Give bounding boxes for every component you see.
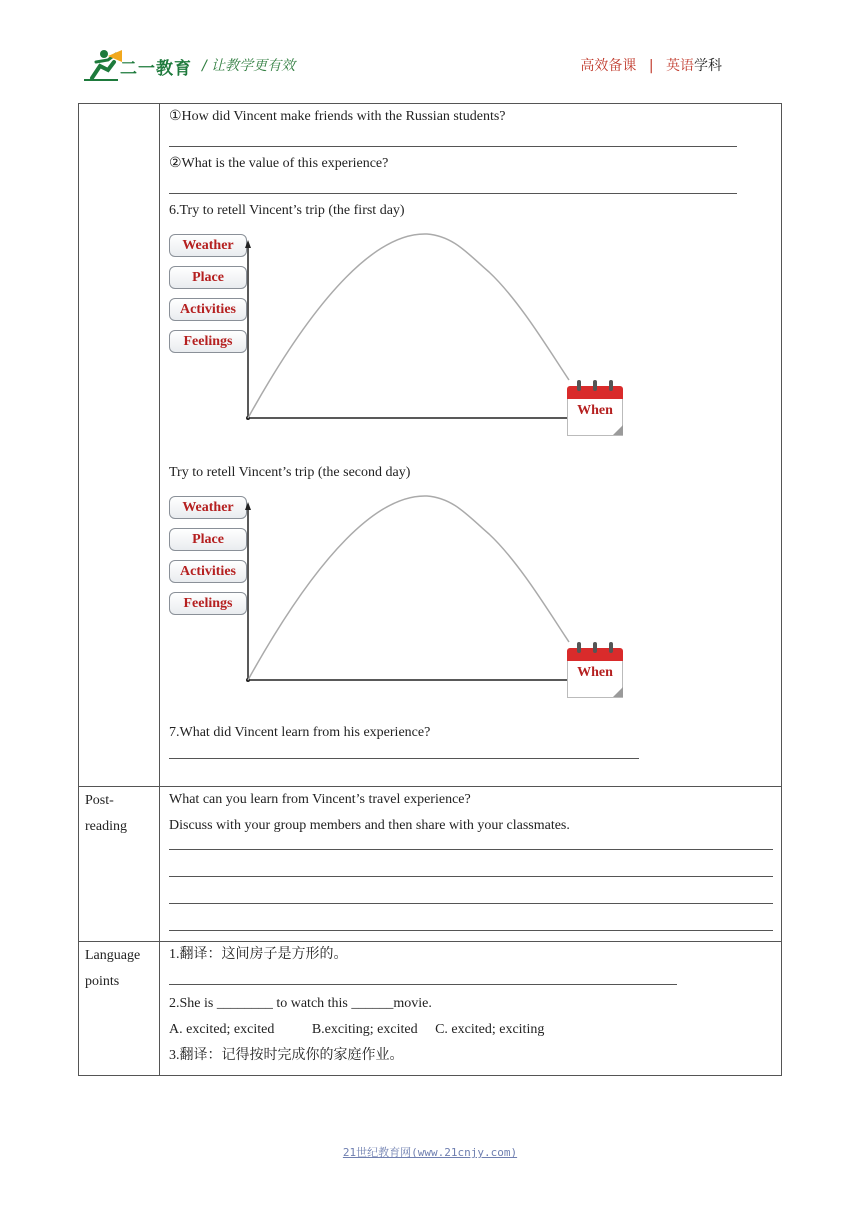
slogan: / 让教学更有效	[202, 58, 296, 74]
when-label: When	[577, 403, 613, 418]
post-label-line1: Post-	[85, 793, 114, 808]
lang-options	[169, 1021, 773, 1039]
retell-diagram-day2	[169, 492, 639, 712]
reading-content-cell	[160, 104, 782, 787]
task-7: 7.What did Vincent learn from his experience?	[169, 725, 431, 740]
label-feelings: Feelings	[169, 592, 247, 615]
option-a: A. excited; excited	[169, 1022, 275, 1037]
calendar-icon	[567, 380, 625, 436]
language-points-label	[79, 942, 160, 1076]
header-subject-red: 英语	[666, 58, 694, 74]
language-points-row	[79, 942, 782, 1076]
post-question-1: What can you learn from Vincent’s travel experience?	[169, 792, 471, 807]
question-2: ②What is the value of this experience?	[169, 156, 389, 171]
lang-label-line1: Language	[85, 948, 141, 963]
header-subject	[580, 55, 722, 75]
lang-item-2: 2.She is ________ to watch this ______movie.	[169, 996, 432, 1011]
reading-row	[79, 104, 782, 787]
post-answer-line[interactable]	[169, 912, 773, 931]
label-place: Place	[169, 266, 247, 289]
lang-item-1: 1.翻译：这间房子是方形的。	[169, 947, 348, 962]
page-header	[0, 0, 860, 100]
question-1: ①How did Vincent make friends with the Russian students?	[169, 109, 506, 124]
task-6-title: 6.Try to retell Vincent’s trip (the first day)	[169, 203, 405, 218]
label-weather: Weather	[169, 496, 247, 519]
post-reading-label	[79, 787, 160, 942]
answer-line-1[interactable]	[169, 126, 737, 147]
lang-answer-line-1[interactable]	[169, 964, 677, 985]
post-answer-line[interactable]	[169, 858, 773, 877]
calendar-icon	[567, 642, 625, 698]
label-place: Place	[169, 528, 247, 551]
option-c: C. excited; exciting	[435, 1022, 545, 1037]
retell-diagram-day1	[169, 230, 639, 450]
reading-label-cell	[79, 104, 160, 787]
option-b: B.exciting; excited	[311, 1022, 418, 1037]
label-activities: Activities	[169, 298, 247, 321]
when-label: When	[577, 665, 613, 680]
post-answer-line[interactable]	[169, 885, 773, 904]
header-prep-label: 高效备课	[580, 58, 637, 74]
footer-link[interactable]: 21世纪教育网(www.21cnjy.com)	[342, 1146, 518, 1159]
answer-line-2[interactable]	[169, 173, 737, 194]
post-reading-row	[79, 787, 782, 942]
post-label-line2: reading	[85, 819, 127, 834]
header-subject-black: 学科	[694, 58, 722, 74]
label-weather: Weather	[169, 234, 247, 257]
post-reading-content	[160, 787, 782, 942]
lang-label-line2: points	[85, 974, 120, 989]
brand-name: 二一教育	[120, 59, 192, 79]
post-question-2: Discuss with your group members and then share with your classmates.	[169, 818, 570, 833]
post-answer-line[interactable]	[169, 835, 773, 850]
label-activities: Activities	[169, 560, 247, 583]
task-6-second-day: Try to retell Vincent’s trip (the second day)	[169, 465, 411, 480]
worksheet-table	[78, 103, 782, 1076]
header-separator: |	[648, 58, 654, 74]
answer-line-7[interactable]	[169, 742, 639, 759]
lang-item-3: 3.翻译：记得按时完成你的家庭作业。	[169, 1048, 404, 1063]
label-feelings: Feelings	[169, 330, 247, 353]
language-points-content	[160, 942, 782, 1076]
